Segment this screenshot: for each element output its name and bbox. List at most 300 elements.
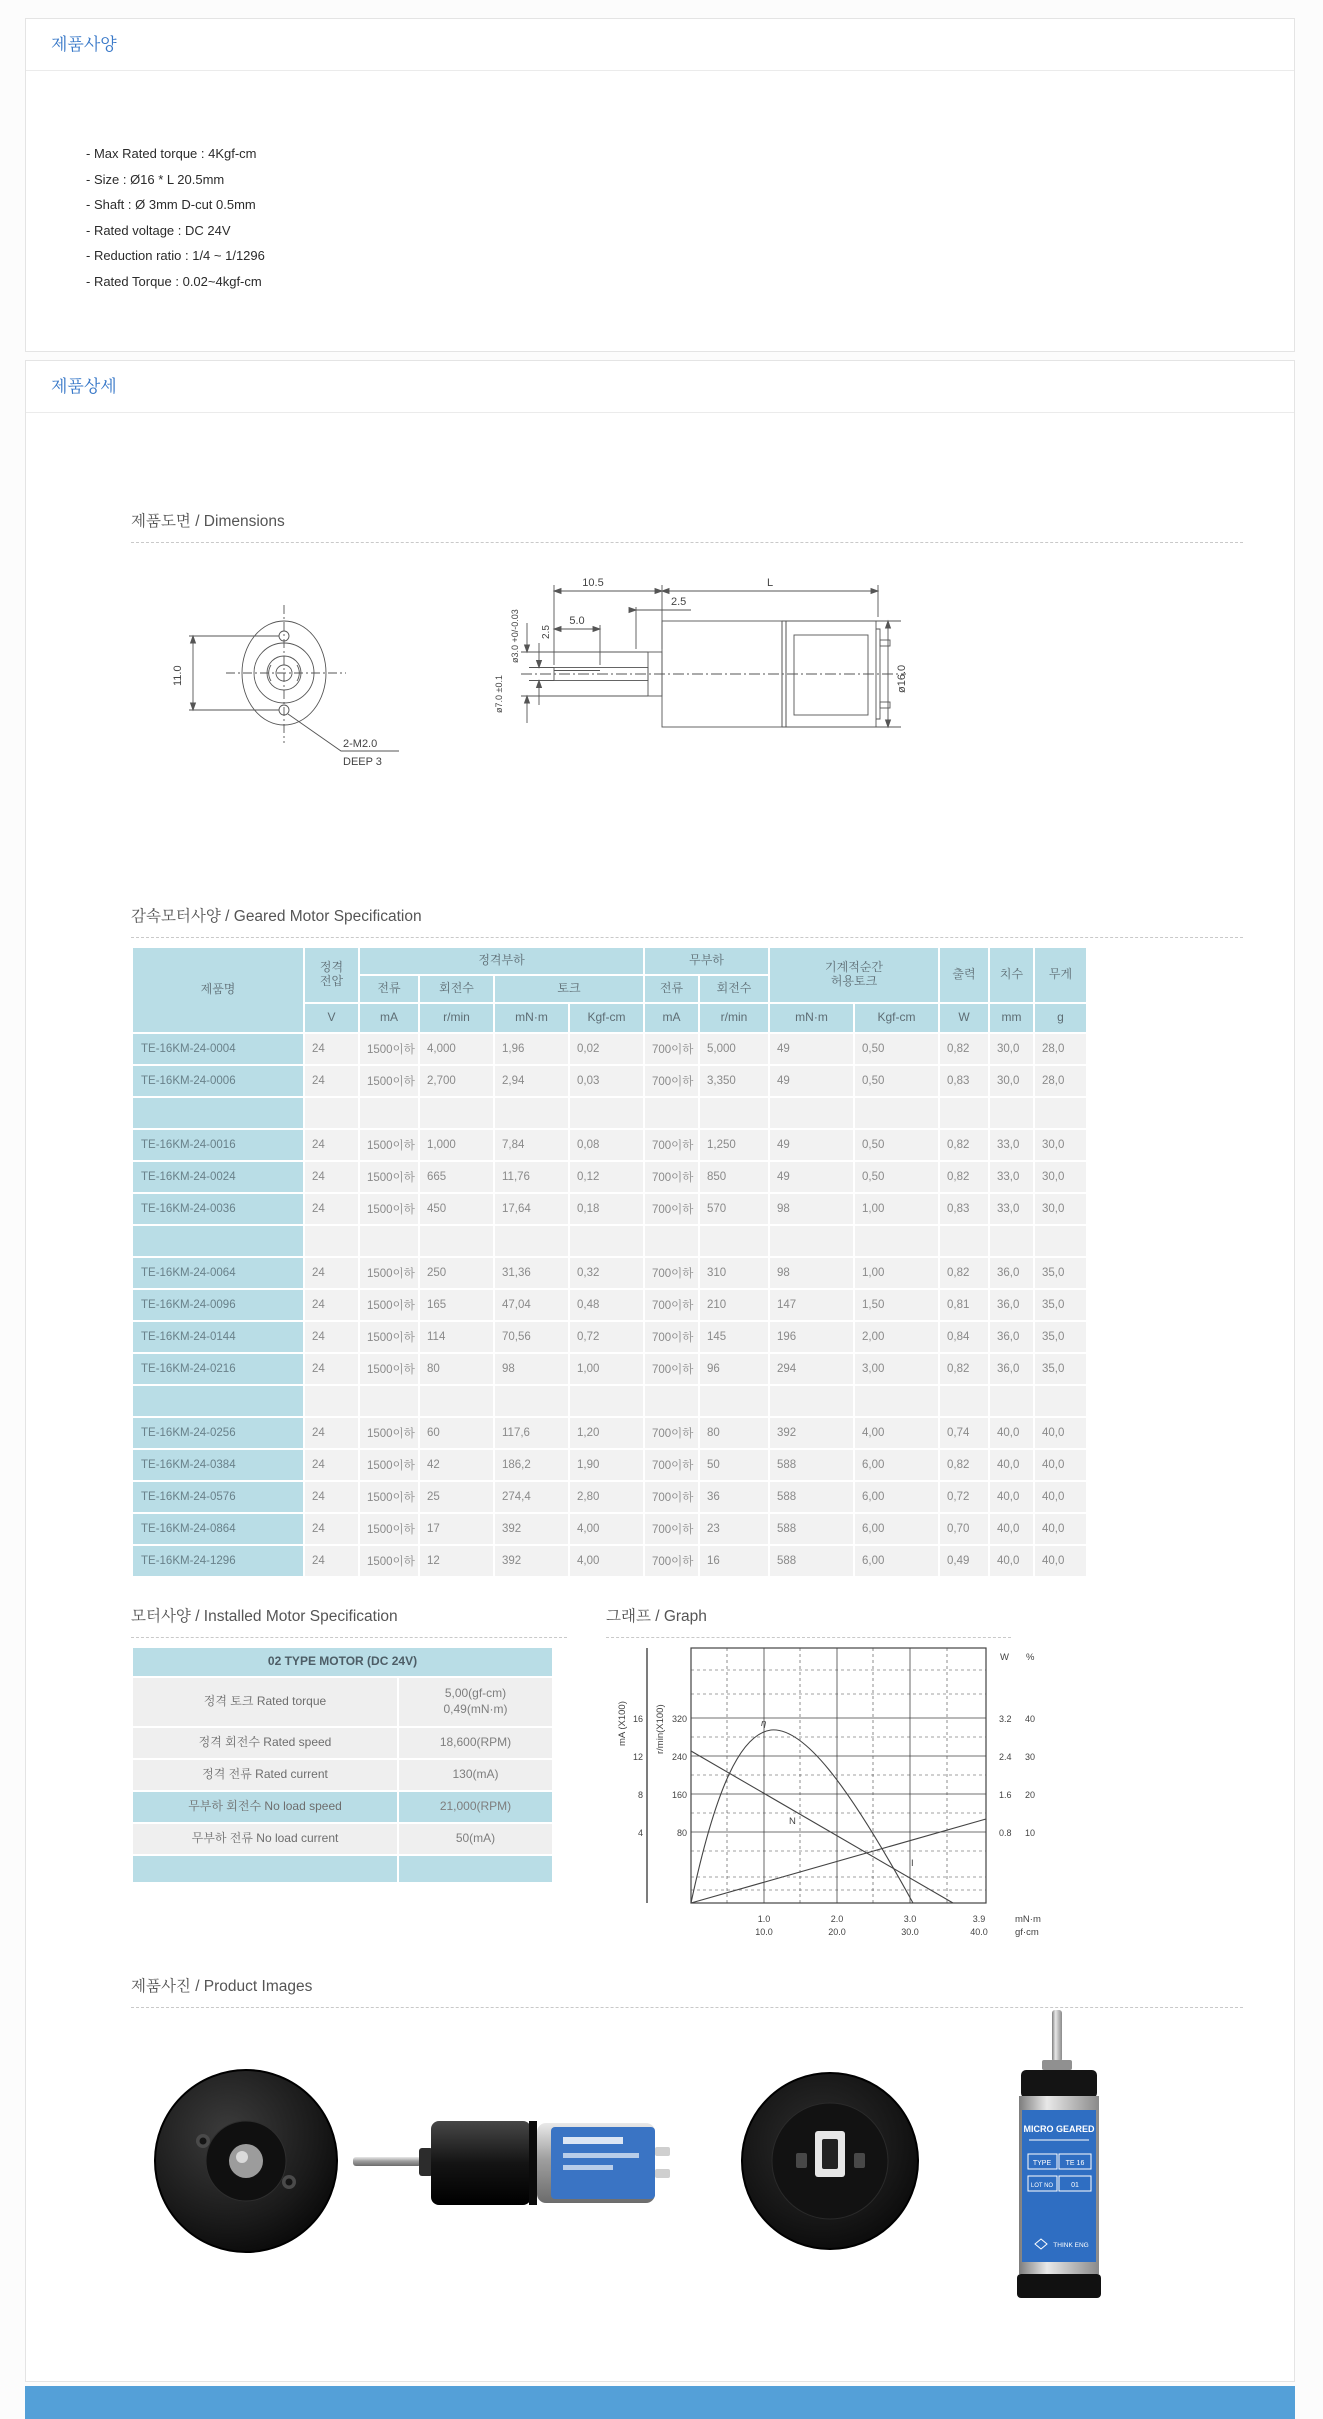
spec-item: - Rated voltage : DC 24V — [86, 222, 231, 238]
value-cell: 24 — [305, 1546, 358, 1576]
value-cell: 1,20 — [570, 1418, 643, 1448]
graph-tick: 16 — [632, 1714, 643, 1724]
value-cell: 1500이하 — [360, 1482, 418, 1512]
value-cell: 700이하 — [645, 1162, 698, 1192]
performance-graph — [611, 1646, 1061, 1961]
value-cell: 0,50 — [855, 1066, 938, 1096]
value-cell: 700이하 — [645, 1130, 698, 1160]
unit-cell: g — [1035, 1004, 1086, 1032]
spec-row — [133, 1546, 1086, 1576]
value-cell: 33,0 — [990, 1162, 1033, 1192]
value-cell: 23 — [700, 1514, 768, 1544]
graph-tick: 30.0 — [901, 1927, 919, 1937]
value-cell: 49 — [770, 1066, 853, 1096]
header-weight: 무게 — [1035, 948, 1086, 1002]
spec-row — [133, 1226, 1086, 1256]
value-cell: 24 — [305, 1258, 358, 1288]
value-cell — [770, 1098, 853, 1128]
value-cell: 17,64 — [495, 1194, 568, 1224]
product-name-cell: TE-16KM-24-0576 — [133, 1482, 303, 1512]
graph-tick: 40 — [1025, 1714, 1036, 1724]
value-cell: 50 — [700, 1450, 768, 1480]
value-cell: 49 — [770, 1034, 853, 1064]
value-cell: 31,36 — [495, 1258, 568, 1288]
value-cell: 36 — [700, 1482, 768, 1512]
graph-tick: 12 — [632, 1752, 643, 1762]
spec-row — [133, 1514, 1086, 1544]
motor-spec-label: 정격 토크 Rated torque — [133, 1678, 397, 1726]
spec-row — [133, 1258, 1086, 1288]
value-cell — [700, 1226, 768, 1256]
value-cell: 49 — [770, 1130, 853, 1160]
curve-label-speed: N — [789, 1816, 796, 1827]
value-cell: 35,0 — [1035, 1258, 1086, 1288]
value-cell: 700이하 — [645, 1034, 698, 1064]
motor-spec-label — [133, 1856, 397, 1882]
value-cell: 33,0 — [990, 1194, 1033, 1224]
spec-row — [133, 1130, 1086, 1160]
value-cell — [305, 1226, 358, 1256]
value-cell: 60 — [420, 1418, 493, 1448]
graph-tick: 1.0 — [757, 1914, 771, 1924]
header-current: 전류 — [360, 976, 418, 1002]
value-cell: 1500이하 — [360, 1546, 418, 1576]
value-cell: 570 — [700, 1194, 768, 1224]
value-cell: 80 — [420, 1354, 493, 1384]
product-name-cell: TE-16KM-24-0096 — [133, 1290, 303, 1320]
value-cell: 47,04 — [495, 1290, 568, 1320]
value-cell: 40,0 — [1035, 1450, 1086, 1480]
value-cell: 40,0 — [1035, 1482, 1086, 1512]
value-cell: 0,02 — [570, 1034, 643, 1064]
spec-row — [133, 1418, 1086, 1448]
motor-spec-value: 5,00(gf-cm) 0,49(mN·m) — [399, 1678, 552, 1726]
graph-tick: 80 — [676, 1828, 687, 1838]
value-cell: 0,50 — [855, 1130, 938, 1160]
value-cell: 850 — [700, 1162, 768, 1192]
value-cell: 4,00 — [570, 1514, 643, 1544]
value-cell — [1035, 1386, 1086, 1416]
value-cell — [360, 1226, 418, 1256]
value-cell: 0,82 — [940, 1354, 988, 1384]
value-cell: 196 — [770, 1322, 853, 1352]
value-cell: 0,74 — [940, 1418, 988, 1448]
dim-front-height: 11.0 — [172, 665, 184, 686]
spec-row — [133, 1162, 1086, 1192]
product-name-cell: TE-16KM-24-0036 — [133, 1194, 303, 1224]
photo-motor-side — [351, 2103, 691, 2223]
motor-spec-row — [133, 1792, 552, 1822]
dim-screw-depth: DEEP 3 — [343, 756, 382, 768]
header-size: 치수 — [990, 948, 1033, 1002]
dim-shaft-dia: ø3.0 +0/-0.03 — [510, 609, 520, 663]
value-cell: 1500이하 — [360, 1258, 418, 1288]
graph-tick: 1.6 — [999, 1790, 1012, 1800]
dim-shaft-len: 10.5 — [582, 577, 604, 589]
graph-tick: 10.0 — [755, 1927, 773, 1937]
graph-tick: 240 — [671, 1752, 687, 1762]
value-cell: 3,350 — [700, 1066, 768, 1096]
graph-y-unit-rpm: r/min(X100) — [655, 1704, 666, 1754]
dim-body-len: L — [766, 577, 774, 589]
value-cell — [940, 1098, 988, 1128]
value-cell: 0,82 — [940, 1258, 988, 1288]
spec-item: - Max Rated torque : 4Kgf-cm — [86, 146, 257, 161]
product-detail-panel — [25, 360, 1295, 2382]
value-cell — [570, 1386, 643, 1416]
value-cell: 700이하 — [645, 1482, 698, 1512]
value-cell: 117,6 — [495, 1418, 568, 1448]
value-cell — [1035, 1226, 1086, 1256]
motor-spec-value: 18,600(RPM) — [399, 1728, 552, 1758]
header-product: 제품명 — [133, 948, 303, 1032]
value-cell: 0,82 — [940, 1162, 988, 1192]
value-cell: 1,00 — [570, 1354, 643, 1384]
value-cell: 2,700 — [420, 1066, 493, 1096]
value-cell: 30,0 — [1035, 1130, 1086, 1160]
value-cell — [305, 1386, 358, 1416]
value-cell: 35,0 — [1035, 1354, 1086, 1384]
value-cell: 30,0 — [990, 1034, 1033, 1064]
value-cell: 392 — [770, 1418, 853, 1448]
value-cell: 700이하 — [645, 1290, 698, 1320]
value-cell: 40,0 — [990, 1418, 1033, 1448]
motor-spec-value: 21,000(RPM) — [399, 1792, 552, 1822]
value-cell: 35,0 — [1035, 1322, 1086, 1352]
value-cell: 1500이하 — [360, 1322, 418, 1352]
value-cell — [495, 1386, 568, 1416]
value-cell: 1500이하 — [360, 1354, 418, 1384]
graph-tick: 160 — [671, 1790, 687, 1800]
unit-cell: mN·m — [770, 1004, 853, 1032]
value-cell: 24 — [305, 1418, 358, 1448]
value-cell — [305, 1098, 358, 1128]
spec-row — [133, 1354, 1086, 1384]
value-cell: 1500이하 — [360, 1034, 418, 1064]
value-cell: 165 — [420, 1290, 493, 1320]
value-cell: 12 — [420, 1546, 493, 1576]
value-cell: 210 — [700, 1290, 768, 1320]
value-cell: 25 — [420, 1482, 493, 1512]
value-cell: 2,80 — [570, 1482, 643, 1512]
value-cell: 33,0 — [990, 1130, 1033, 1160]
product-spec-panel — [25, 18, 1295, 352]
value-cell — [420, 1386, 493, 1416]
graph-tick: 20 — [1025, 1790, 1036, 1800]
value-cell: 2,00 — [855, 1322, 938, 1352]
value-cell — [495, 1098, 568, 1128]
value-cell: 700이하 — [645, 1066, 698, 1096]
value-cell — [645, 1386, 698, 1416]
value-cell: 36,0 — [990, 1290, 1033, 1320]
spec-row — [133, 1290, 1086, 1320]
value-cell: 0,03 — [570, 1066, 643, 1096]
motor-spec-row — [133, 1728, 552, 1758]
value-cell — [420, 1098, 493, 1128]
heading-motor-spec: 모터사양 / Installed Motor Specification — [131, 1604, 567, 1638]
dim-pinion-len: 2.5 — [671, 596, 687, 608]
value-cell: 1500이하 — [360, 1418, 418, 1448]
header-speed: 회전수 — [700, 976, 768, 1002]
value-cell: 0,70 — [940, 1514, 988, 1544]
dim-boss-dia: ø7.0 ±0.1 — [494, 675, 504, 713]
value-cell: 0,82 — [940, 1034, 988, 1064]
graph-x-unit-1: mN·m — [1015, 1914, 1041, 1925]
value-cell: 4,00 — [855, 1418, 938, 1448]
value-cell: 294 — [770, 1354, 853, 1384]
value-cell: 24 — [305, 1354, 358, 1384]
unit-cell: mm — [990, 1004, 1033, 1032]
product-name-cell: TE-16KM-24-0004 — [133, 1034, 303, 1064]
value-cell — [495, 1226, 568, 1256]
label-title: MICRO GEARED — [1023, 2124, 1095, 2134]
installed-motor-spec-table — [131, 1646, 554, 1884]
header-torque: 토크 — [495, 976, 643, 1002]
photo-motor-back — [738, 2069, 923, 2254]
value-cell: 1500이하 — [360, 1290, 418, 1320]
value-cell: 1,90 — [570, 1450, 643, 1480]
value-cell: 0,12 — [570, 1162, 643, 1192]
label-lot-key: LOT NO — [1030, 2183, 1054, 2189]
value-cell: 6,00 — [855, 1514, 938, 1544]
value-cell: 42 — [420, 1450, 493, 1480]
unit-cell: r/min — [420, 1004, 493, 1032]
value-cell: 2,94 — [495, 1066, 568, 1096]
graph-tick: 4 — [637, 1828, 643, 1838]
value-cell: 145 — [700, 1322, 768, 1352]
value-cell: 700이하 — [645, 1194, 698, 1224]
value-cell: 0,48 — [570, 1290, 643, 1320]
unit-cell: V — [305, 1004, 358, 1032]
value-cell: 310 — [700, 1258, 768, 1288]
graph-tick: 2.0 — [830, 1914, 844, 1924]
value-cell: 0,83 — [940, 1066, 988, 1096]
value-cell: 0,83 — [940, 1194, 988, 1224]
value-cell: 40,0 — [1035, 1418, 1086, 1448]
header-output: 출력 — [940, 948, 988, 1002]
value-cell: 6,00 — [855, 1482, 938, 1512]
heading-product-images: 제품사진 / Product Images — [131, 1974, 1243, 2008]
header-rated-voltage: 정격 전압 — [305, 948, 358, 1002]
value-cell: 5,000 — [700, 1034, 768, 1064]
value-cell: 40,0 — [1035, 1546, 1086, 1576]
value-cell — [645, 1098, 698, 1128]
product-name-cell: TE-16KM-24-0144 — [133, 1322, 303, 1352]
panel-title-spec: 제품사양 — [26, 19, 1294, 71]
panel-title-detail: 제품상세 — [26, 361, 1294, 413]
value-cell: 24 — [305, 1130, 358, 1160]
spec-row — [133, 1066, 1086, 1096]
value-cell: 0,84 — [940, 1322, 988, 1352]
dim-body-dia: ø16.0 — [896, 664, 908, 693]
value-cell: 186,2 — [495, 1450, 568, 1480]
value-cell: 98 — [770, 1258, 853, 1288]
graph-right-unit-pct: % — [1026, 1652, 1035, 1663]
value-cell — [570, 1226, 643, 1256]
value-cell — [360, 1386, 418, 1416]
value-cell — [570, 1098, 643, 1128]
value-cell: 36,0 — [990, 1322, 1033, 1352]
value-cell — [770, 1386, 853, 1416]
value-cell: 1500이하 — [360, 1450, 418, 1480]
graph-right-unit-w: W — [1000, 1652, 1009, 1663]
value-cell: 1500이하 — [360, 1130, 418, 1160]
graph-tick: 0.8 — [999, 1828, 1012, 1838]
motor-spec-row — [133, 1824, 552, 1854]
dim-dcut-len: 5.0 — [569, 615, 585, 627]
spec-item: - Rated Torque : 0.02~4kgf-cm — [86, 273, 262, 289]
value-cell: 147 — [770, 1290, 853, 1320]
value-cell: 0,82 — [940, 1130, 988, 1160]
product-name-cell: TE-16KM-24-0864 — [133, 1514, 303, 1544]
unit-cell: Kgf-cm — [855, 1004, 938, 1032]
value-cell: 49 — [770, 1162, 853, 1192]
value-cell: 1,250 — [700, 1130, 768, 1160]
value-cell: 250 — [420, 1258, 493, 1288]
graph-tick: 30 — [1025, 1752, 1036, 1762]
value-cell: 98 — [770, 1194, 853, 1224]
motor-spec-label: 정격 회전수 Rated speed — [133, 1728, 397, 1758]
value-cell: 40,0 — [990, 1546, 1033, 1576]
value-cell: 1,000 — [420, 1130, 493, 1160]
graph-tick: 3.2 — [999, 1714, 1012, 1724]
graph-tick: 320 — [671, 1714, 687, 1724]
unit-cell: mA — [645, 1004, 698, 1032]
value-cell: 24 — [305, 1066, 358, 1096]
product-name-cell — [133, 1226, 303, 1256]
value-cell: 0,72 — [940, 1482, 988, 1512]
product-name-cell — [133, 1098, 303, 1128]
value-cell: 1,50 — [855, 1290, 938, 1320]
graph-y-unit-ma: mA (X100) — [617, 1701, 628, 1746]
value-cell: 700이하 — [645, 1354, 698, 1384]
product-name-cell — [133, 1386, 303, 1416]
spec-item: - Shaft : Ø 3mm D-cut 0.5mm — [86, 197, 256, 212]
value-cell — [770, 1226, 853, 1256]
footer-bar — [25, 2386, 1295, 2419]
value-cell: 6,00 — [855, 1450, 938, 1480]
value-cell — [645, 1226, 698, 1256]
value-cell: 0,81 — [940, 1290, 988, 1320]
dimensions-drawing — [131, 553, 931, 793]
value-cell: 17 — [420, 1514, 493, 1544]
value-cell — [990, 1386, 1033, 1416]
value-cell — [940, 1226, 988, 1256]
value-cell: 1500이하 — [360, 1162, 418, 1192]
header-no-load: 무부하 — [645, 948, 768, 974]
product-name-cell: TE-16KM-24-0256 — [133, 1418, 303, 1448]
value-cell: 4,000 — [420, 1034, 493, 1064]
value-cell — [855, 1098, 938, 1128]
spec-item: - Reduction ratio : 1/4 ~ 1/1296 — [86, 248, 265, 263]
motor-spec-label: 무부하 회전수 No load speed — [133, 1792, 397, 1822]
value-cell: 24 — [305, 1450, 358, 1480]
graph-x-unit-2: gf·cm — [1015, 1927, 1039, 1938]
graph-tick: 10 — [1025, 1828, 1036, 1838]
product-name-cell: TE-16KM-24-0024 — [133, 1162, 303, 1192]
value-cell: 16 — [700, 1546, 768, 1576]
value-cell: 588 — [770, 1482, 853, 1512]
value-cell: 24 — [305, 1194, 358, 1224]
value-cell: 0,50 — [855, 1162, 938, 1192]
spec-summary-list — [86, 141, 265, 294]
value-cell: 24 — [305, 1482, 358, 1512]
value-cell: 1,96 — [495, 1034, 568, 1064]
motor-spec-label: 무부하 전류 No load current — [133, 1824, 397, 1854]
header-current: 전류 — [645, 976, 698, 1002]
geared-motor-spec-table — [131, 946, 1088, 1578]
value-cell: 24 — [305, 1034, 358, 1064]
unit-cell: mN·m — [495, 1004, 568, 1032]
spec-row — [133, 1386, 1086, 1416]
value-cell: 36,0 — [990, 1354, 1033, 1384]
value-cell: 28,0 — [1035, 1066, 1086, 1096]
label-type-key: TYPE — [1032, 2160, 1052, 2167]
graph-tick: 8 — [637, 1790, 643, 1800]
value-cell — [1035, 1098, 1086, 1128]
product-name-cell: TE-16KM-24-0016 — [133, 1130, 303, 1160]
spec-row — [133, 1322, 1086, 1352]
product-name-cell: TE-16KM-24-0064 — [133, 1258, 303, 1288]
value-cell: 700이하 — [645, 1450, 698, 1480]
motor-spec-value: 50(mA) — [399, 1824, 552, 1854]
motor-spec-row — [133, 1760, 552, 1790]
value-cell: 70,56 — [495, 1322, 568, 1352]
value-cell: 1500이하 — [360, 1066, 418, 1096]
unit-cell: W — [940, 1004, 988, 1032]
value-cell: 3,00 — [855, 1354, 938, 1384]
value-cell: 392 — [495, 1546, 568, 1576]
graph-tick: 20.0 — [828, 1927, 846, 1937]
header-speed: 회전수 — [420, 976, 493, 1002]
value-cell: 80 — [700, 1418, 768, 1448]
value-cell: 0,08 — [570, 1130, 643, 1160]
value-cell: 1500이하 — [360, 1194, 418, 1224]
motor-spec-row — [133, 1856, 552, 1882]
spec-row — [133, 1034, 1086, 1064]
value-cell — [990, 1098, 1033, 1128]
value-cell: 114 — [420, 1322, 493, 1352]
value-cell: 4,00 — [570, 1546, 643, 1576]
value-cell: 665 — [420, 1162, 493, 1192]
product-name-cell: TE-16KM-24-0216 — [133, 1354, 303, 1384]
value-cell: 7,84 — [495, 1130, 568, 1160]
value-cell — [420, 1226, 493, 1256]
value-cell — [940, 1386, 988, 1416]
value-cell: 35,0 — [1035, 1290, 1086, 1320]
value-cell: 0,49 — [940, 1546, 988, 1576]
value-cell — [700, 1386, 768, 1416]
value-cell: 1,00 — [855, 1194, 938, 1224]
heading-dimensions: 제품도면 / Dimensions — [131, 509, 1243, 543]
graph-tick: 2.4 — [999, 1752, 1012, 1762]
value-cell: 588 — [770, 1450, 853, 1480]
heading-geared-spec: 감속모터사양 / Geared Motor Specification — [131, 904, 1243, 938]
value-cell — [990, 1226, 1033, 1256]
dim-dcut-depth: 2.5 — [541, 625, 552, 639]
photo-motor-standing — [979, 2006, 1139, 2306]
product-name-cell: TE-16KM-24-0006 — [133, 1066, 303, 1096]
motor-spec-row — [133, 1678, 552, 1726]
value-cell — [855, 1226, 938, 1256]
value-cell: 40,0 — [990, 1514, 1033, 1544]
value-cell: 11,76 — [495, 1162, 568, 1192]
value-cell: 36,0 — [990, 1258, 1033, 1288]
value-cell: 588 — [770, 1514, 853, 1544]
motor-table-title: 02 TYPE MOTOR (DC 24V) — [133, 1648, 552, 1676]
value-cell: 40,0 — [1035, 1514, 1086, 1544]
graph-tick: 3.0 — [903, 1914, 917, 1924]
